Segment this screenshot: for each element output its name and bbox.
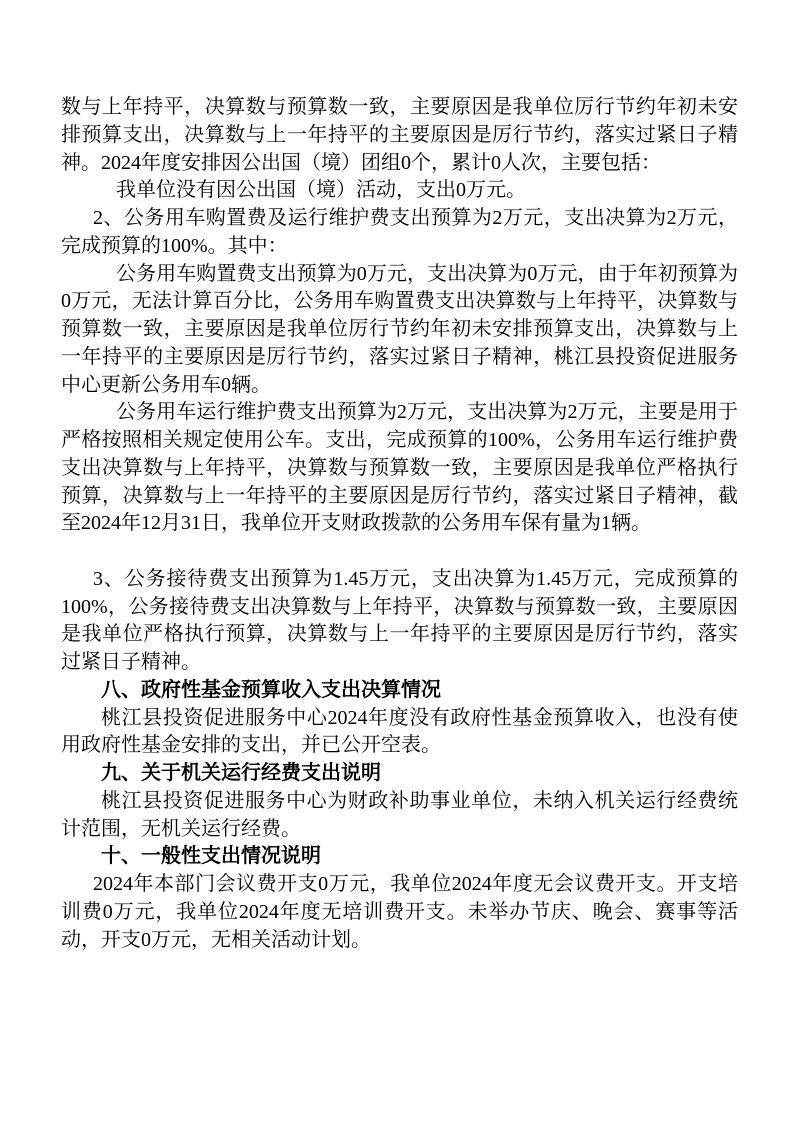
heading-section-9-agency-operation: 九、关于机关运行经费支出说明 [101, 762, 381, 784]
paragraph-abroad-groups-continuation: 数与上年持平，决算数与预算数一致，主要原因是我单位厉行节约年初未安排预算支出，决算数与上一年持平的主要原因是厉行节约，落实过紧日子精神。2024年度安排因公出国（境）团组0个，累计0人次，主要包括： [61, 96, 738, 174]
paragraph-official-reception: 3、公务接待费支出预算为1.45万元，支出决算为1.45万元，完成预算的100%，公务接待费支出决算数与上年持平，决算数与预算数一致，主要原因是我单位严格执行预算，决算数与上一年持平的主要原因是厉行节约，落实过紧日子精神。 [61, 567, 738, 673]
blank-line [61, 538, 738, 566]
paragraph-vehicle-total-budget: 2、公务用车购置费及运行维护费支出预算为2万元，支出决算为2万元，完成预算的100%。其中： [61, 207, 738, 257]
paragraph-vehicle-purchase-detail: 公务用车购置费支出预算为0万元，支出决算为0万元，由于年初预算为0万元，无法计算百分比，公务用车购置费支出决算数与上年持平，决算数与预算数一致，主要原因是我单位厉行节约年初未安排预算支出，决算数与上一年持平的主要原因是厉行节约，落实过紧日子精神，桃江县投资促进服务中心更新公务用车0辆。 [61, 262, 738, 396]
heading-section-10-general-spending: 十、一般性支出情况说明 [101, 845, 321, 868]
paragraph-no-abroad-activity: 我单位没有因公出国（境）活动，支出0万元。 [116, 179, 526, 202]
paragraph-vehicle-maintenance-detail: 公务用车运行维护费支出预算为2万元，支出决算为2万元，主要是用于严格按照相关规定使用公车。支出，完成预算的100%，公务用车运行维护费支出决算数与上年持平，决算数与预算数一致，主要原因是我单位严格执行预算，决算数与上一年持平的主要原因是厉行节约，落实过紧日子精神，截至2024年12月31日，我单位开支财政拨款的公务用车保有量为1辆。 [61, 401, 738, 535]
heading-section-8-gov-fund: 八、政府性基金预算收入支出决算情况 [101, 678, 441, 701]
paragraph-gov-fund-detail: 桃江县投资促进服务中心2024年度没有政府性基金预算收入，也没有使用政府性基金安排的支出，并已公开空表。 [61, 706, 738, 757]
paragraph-general-spending-detail: 2024年本部门会议费开支0万元，我单位2024年度无会议费开支。开支培训费0万元，我单位2024年度无培训费开支。未举办节庆、晚会、赛事等活动，开支0万元，无相关活动计划。 [61, 873, 738, 951]
paragraph-agency-operation-detail: 桃江县投资促进服务中心为财政补助事业单位，未纳入机关运行经费统计范围，无机关运行经费。 [61, 789, 738, 840]
